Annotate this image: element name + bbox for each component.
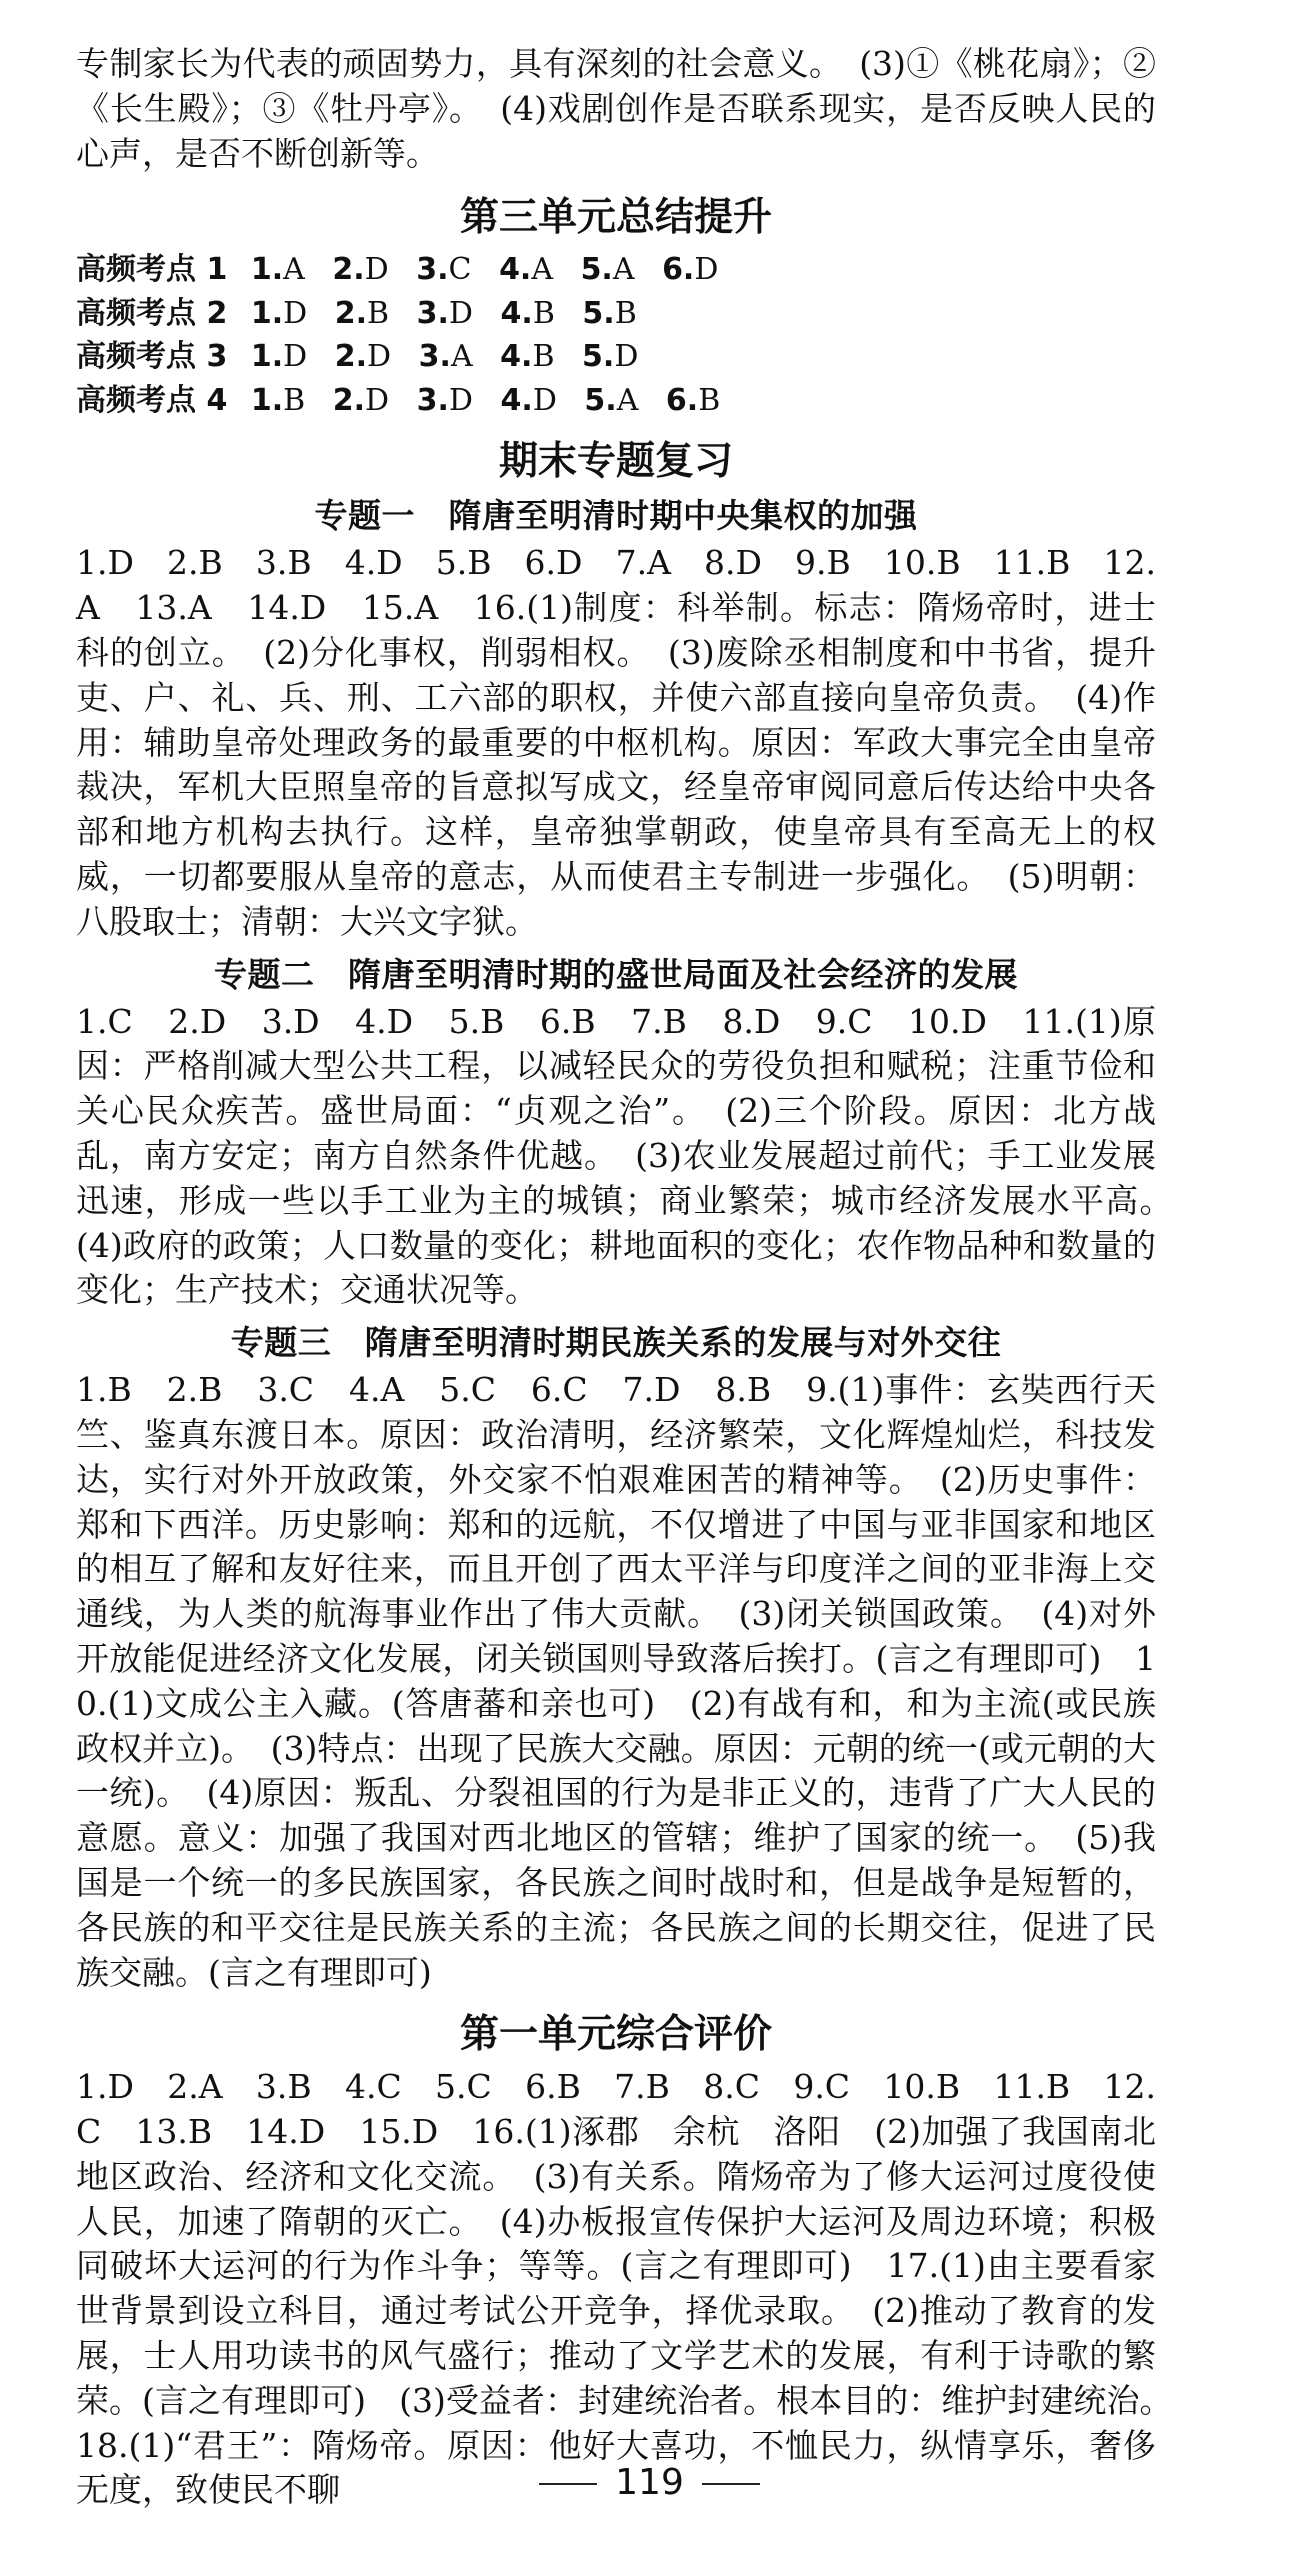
key-point-label: 高频考点 3 — [76, 339, 228, 375]
topic-2-answers: 1.C 2.D 3.D 4.D 5.B 6.B 7.B 8.D 9.C 10.D 11.(1)原因：严格削减大型公共工程，以减轻民众的劳役负担和赋税；注重节俭和关心民众疾苦。盛世局面：“贞观之治”。 (2)三个阶段。原因：北方战乱，南方安定；南方自然条件优越。 (3)农业发展超过前代；手工业发展迅速，形成一些以手工业为主的城镇；商业繁荣；城市经济发展水平高。 (4)政府的政策；人口数量的变化；耕地面积的变化；农作物品种和数量的变化；生产技术；交通状况等。 — [76, 1001, 1189, 1310]
answer-item: 4.B — [500, 295, 555, 331]
answer-page — [76, 42, 1189, 2513]
unit1-eval-title: 第一单元综合评价 — [459, 2012, 772, 2058]
answer-item: 4.B — [500, 339, 555, 375]
topic-1-answers: 1.D 2.B 3.B 4.D 5.B 6.D 7.A 8.D 9.B 10.B 11.B 12.A 13.A 14.D 15.A 16.(1)制度：科举制。标志：隋炀帝时，进士科的创立。 (2)分化事权，削弱相权。 (3)废除丞相制度和中书省，提升吏、户、礼、兵、刑、工六部的职权，并使六部直接向皇帝负责。 (4)作用：辅助皇帝处理政务的最重要的中枢机构。原因：军政大事完全由皇帝裁决，军机大臣照皇帝的旨意拟写成文，经皇帝审阅同意后传达给中央各部和地方机构去执行。这样，皇帝独掌朝政，使皇帝具有至高无上的权威，一切都要服从皇帝的意志，从而使君主专制进一步强化。 (5)明朝：八股取士；清朝：大兴文字狱。 — [76, 543, 1156, 941]
topic-1-title: 专题一 隋唐至明清时期中央集权的加强 — [314, 496, 918, 536]
answer-item: 4.D — [500, 382, 557, 418]
answer-item: 2.B — [334, 295, 390, 331]
answer-item: 5.A — [584, 382, 639, 418]
answer-item: 1.A — [250, 252, 305, 288]
answer-item: 2.D — [332, 382, 390, 418]
answer-item: 2.D — [332, 252, 389, 288]
key-point-4 — [76, 379, 1156, 423]
answer-item: 6.B — [665, 382, 721, 418]
answer-item: 1.D — [250, 339, 308, 375]
answer-item: 2.D — [334, 339, 392, 375]
unit3-summary-title: 第三单元总结提升 — [459, 195, 772, 241]
answer-item: 3.C — [416, 252, 472, 288]
topic-3-answers: 1.B 2.B 3.C 4.A 5.C 6.C 7.D 8.B 9.(1)事件：玄奘西行天竺、鉴真东渡日本。原因：政治清明，经济繁荣，文化辉煌灿烂，科技发达，实行对外开放政策，外交家不怕艰难困苦的精神等。 (2)历史事件：郑和下西洋。历史影响：郑和的远航，不仅增进了中国与亚非国家和地区的相互了解和友好往来，而且开创了西太平洋与印度洋之间的亚非海上交通线，为人类的航海事业作出了伟大贡献。 (3)闭关锁国政策。 (4)对外开放能促进经济文化发展，闭关锁国则导致落后挨打。(言之有理即可) 10.(1)文成公主入藏。(答唐蕃和亲也可) (2)有战有和，和为主流(或民族政权并立)。 (3)特点：出现了民族大交融。原因：元朝的统一(或元朝的大一统)。 (4)原因：叛乱、分裂祖国的行为是非正义的，违背了广大人民的意愿。意义：加强了我国对西北地区的管辖；维护了国家的统一。 (5)我国是一个统一的多民族国家，各民族之间时战时和，但是战争是短暂的，各民族的和平交往是民族关系的主流；各民族之间的长期交往，促进了民族交融。(言之有理即可) — [76, 1370, 1156, 1992]
topic-2-title: 专题二 隋唐至明清时期的盛世局面及社会经济的发展 — [214, 954, 1018, 994]
key-point-1 — [76, 248, 1156, 292]
page-number-value: 119 — [615, 2462, 684, 2503]
final-review-title: 期末专题复习 — [498, 439, 733, 485]
page-number-dash-right — [702, 2483, 760, 2485]
page-number — [0, 2462, 1299, 2503]
answer-item: 3.A — [418, 339, 473, 375]
key-points-list — [76, 248, 1156, 422]
answer-item: 1.D — [250, 295, 308, 331]
answer-item: 6.D — [662, 252, 719, 288]
key-point-3 — [76, 335, 1156, 379]
answer-item: 5.D — [582, 339, 639, 375]
intro-paragraph: 专制家长为代表的顽固势力，具有深刻的社会意义。 (3)①《桃花扇》；②《长生殿》；③《牡丹亭》。 (4)戏剧创作是否联系现实，是否反映人民的心声，是否不断创新等。 — [76, 44, 1156, 173]
unit1-eval-answers: 1.D 2.A 3.B 4.C 5.C 6.B 7.B 8.C 9.C 10.B 11.B 12.C 13.B 14.D 15.D 16.(1)涿郡 余杭 洛阳 (2)加强了我国南北地区政治、经济和文化交流。 (3)有关系。隋炀帝为了修大运河过度役使人民，加速了隋朝的灭亡。 (4)办板报宣传保护大运河及周边环境；积极同破坏大运河的行为作斗争；等等。(言之有理即可) 17.(1)由主要看家世背景到设立科目，通过考试公开竞争，择优录取。 (2)推动了教育的发展，士人用功读书的风气盛行；推动了文学艺术的发展，有利于诗歌的繁荣。(言之有理即可) (3)受益者：封建统治者。根本目的：维护封建统治。 18.(1)“君王”：隋炀帝。原因：他好大喜功，不恤民力，纵情享乐，奢侈无度，致使民不聊 — [76, 2067, 1189, 2510]
answer-item: 4.A — [499, 252, 554, 288]
key-point-label: 高频考点 1 — [76, 252, 228, 288]
key-point-2 — [76, 292, 1156, 336]
answer-item: 5.A — [580, 252, 635, 288]
answer-item: 3.D — [416, 382, 473, 418]
answer-item: 3.D — [416, 295, 473, 331]
key-point-label: 高频考点 2 — [76, 295, 228, 331]
page-number-dash-left — [539, 2483, 597, 2485]
answer-item: 5.B — [582, 295, 637, 331]
topic-3-title: 专题三 隋唐至明清时期民族关系的发展与对外交往 — [230, 1323, 1002, 1363]
answer-item: 1.B — [250, 382, 306, 418]
key-point-label: 高频考点 4 — [76, 382, 228, 418]
